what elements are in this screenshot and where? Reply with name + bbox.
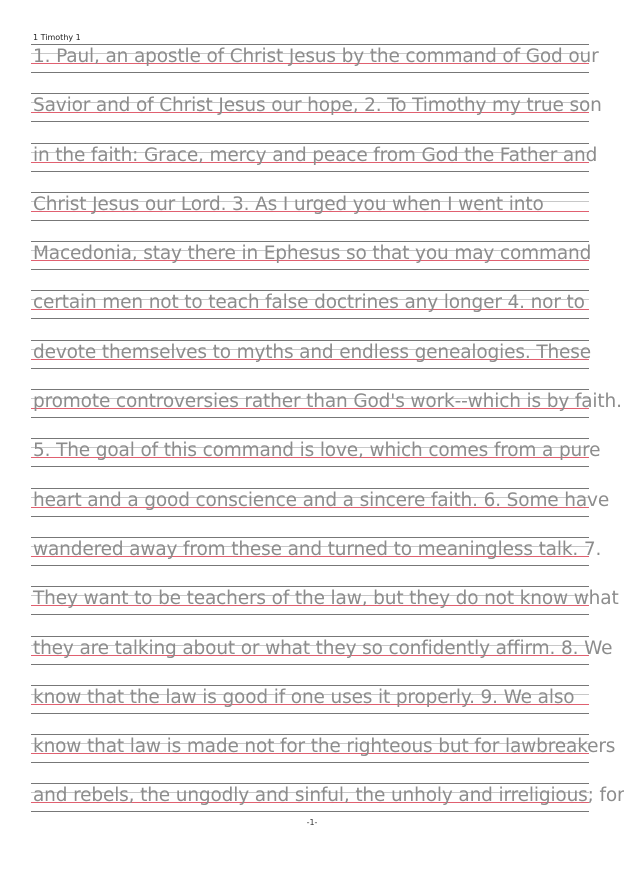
top-rule	[31, 685, 589, 686]
top-rule	[31, 783, 589, 784]
top-rule	[31, 44, 589, 45]
page-number: -1-	[306, 818, 318, 827]
top-rule	[31, 537, 589, 538]
page-header-title: 1 Timothy 1	[33, 33, 81, 42]
writing-line	[31, 632, 613, 681]
tracing-text: 5. The goal of this command is love, which comes from a pure	[33, 440, 601, 462]
writing-line	[31, 533, 602, 582]
handwriting-lines	[31, 40, 624, 829]
writing-line	[31, 681, 589, 730]
tracing-text: they are talking about or what they so confidently affirm. 8. We	[33, 637, 613, 659]
tracing-text: in the faith: Grace, mercy and peace from God the Father and	[33, 144, 598, 166]
top-rule	[31, 143, 589, 144]
writing-line	[31, 434, 601, 483]
writing-line	[31, 582, 619, 631]
top-rule	[31, 340, 589, 341]
bottom-rule	[31, 516, 589, 517]
bottom-rule	[31, 811, 589, 812]
top-rule	[31, 241, 589, 242]
bottom-rule	[31, 121, 589, 122]
bottom-rule	[31, 614, 589, 615]
top-rule	[31, 734, 589, 735]
top-rule	[31, 192, 589, 193]
bottom-rule	[31, 269, 589, 270]
top-rule	[31, 586, 589, 587]
tracing-text: Christ Jesus our Lord. 3. As I urged you when I went into	[33, 193, 544, 215]
tracing-text: devote themselves to myths and endless genealogies. These	[33, 341, 592, 363]
bottom-rule	[31, 318, 589, 319]
top-rule	[31, 488, 589, 489]
tracing-text: and rebels, the ungodly and sinful, the unholy and irreligious; for	[33, 785, 624, 807]
writing-line	[31, 237, 592, 286]
top-rule	[31, 93, 589, 94]
bottom-rule	[31, 417, 589, 418]
bottom-rule	[31, 565, 589, 566]
tracing-text: know that law is made not for the righteous but for lawbreakers	[33, 736, 616, 758]
tracing-text: heart and a good conscience and a sincere faith. 6. Some have	[33, 489, 610, 511]
writing-line	[31, 730, 616, 779]
top-rule	[31, 636, 589, 637]
tracing-text: wandered away from these and turned to meaningless talk. 7.	[33, 538, 602, 560]
bottom-rule	[31, 762, 589, 763]
tracing-text: 1. Paul, an apostle of Christ Jesus by the command of God our	[33, 46, 599, 67]
writing-line	[31, 188, 589, 237]
tracing-text: know that the law is good if one uses it properly. 9. We also	[33, 686, 575, 708]
bottom-rule	[31, 368, 589, 369]
bottom-rule	[31, 466, 589, 467]
writing-line	[31, 139, 598, 188]
writing-line	[31, 286, 589, 335]
top-rule	[31, 438, 589, 439]
writing-line	[31, 89, 602, 138]
tracing-text: They want to be teachers of the law, but they do not know what	[33, 588, 619, 610]
bottom-rule	[31, 72, 589, 73]
writing-line	[31, 385, 622, 434]
bottom-rule	[31, 664, 589, 665]
bottom-rule	[31, 220, 589, 221]
writing-line	[31, 40, 599, 89]
bottom-rule	[31, 713, 589, 714]
writing-line	[31, 484, 610, 533]
tracing-text: Savior and of Christ Jesus our hope, 2. To Timothy my true son	[33, 95, 602, 117]
bottom-rule	[31, 171, 589, 172]
tracing-text: certain men not to teach false doctrines any longer 4. nor to	[33, 292, 585, 314]
writing-line	[31, 336, 592, 385]
top-rule	[31, 389, 589, 390]
tracing-text: promote controversies rather than God's work--which is by faith.	[33, 391, 622, 413]
tracing-text: Macedonia, stay there in Ephesus so that you may command	[33, 243, 592, 265]
top-rule	[31, 290, 589, 291]
